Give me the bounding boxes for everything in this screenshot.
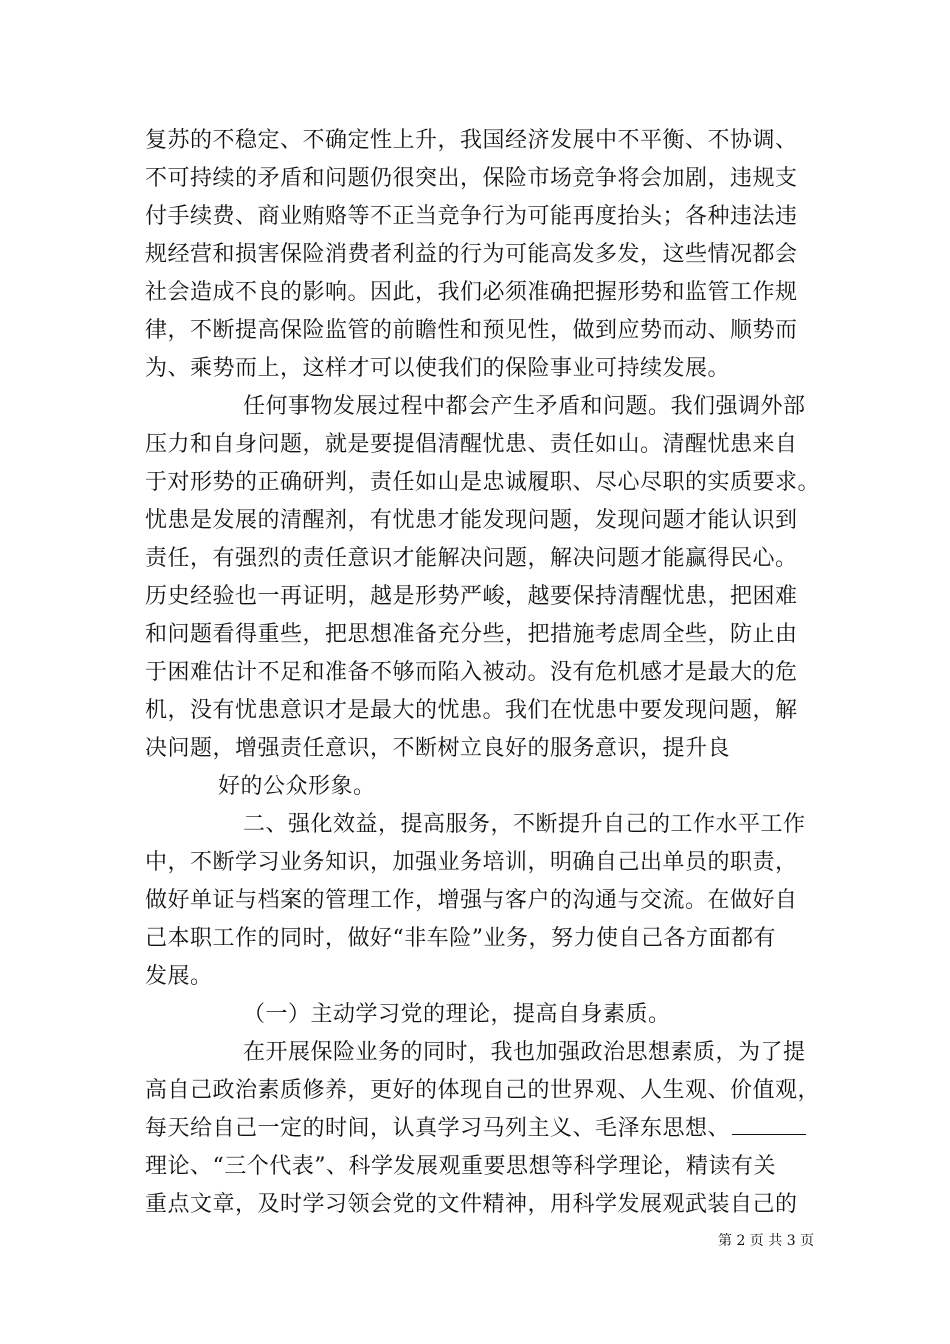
text-line: 律，不断提高保险监管的前瞻性和预见性，做到应势而动、顺势而 [145, 318, 798, 343]
text-line: 付手续费、商业贿赂等不正当竞争行为可能再度抬头；各种违法违 [145, 204, 798, 229]
text-line: 高自己政治素质修养，更好的体现自己的世界观、人生观、价值观， [145, 1078, 821, 1103]
section-heading-line: 二、强化效益，提高服务，不断提升自己的工作水平工作 [243, 812, 806, 837]
text-line: 做好单证与档案的管理工作，增强与客户的沟通与交流。在做好自 [145, 888, 798, 913]
text-line: 决问题，增强责任意识，不断树立良好的服务意识，提升良 [145, 736, 731, 761]
paragraph-start-line: 在开展保险业务的同时，我也加强政治思想素质，为了提 [243, 1040, 806, 1065]
text-line: 历史经验也一再证明，越是形势严峻，越要保持清醒忧患，把困难 [145, 584, 798, 609]
text-line: 机，没有忧患意识才是最大的忧患。我们在忧患中要发现问题，解 [145, 698, 798, 723]
text-line-with-blank [145, 1114, 806, 1144]
text-line: 规经营和损害保险消费者利益的行为可能高发多发，这些情况都会 [145, 242, 798, 267]
text-line: 发展。 [145, 964, 213, 989]
text-line: 压力和自身问题，就是要提倡清醒忧患、责任如山。清醒忧患来自 [145, 432, 798, 457]
text-line: 己本职工作的同时，做好“非车险”业务，努力使自己各方面都有 [145, 926, 776, 951]
fill-in-blank [732, 1114, 806, 1135]
text-line: 复苏的不稳定、不确定性上升，我国经济发展中不平衡、不协调、 [145, 128, 798, 153]
page-number-footer: 第 2 页 共 3 页 [718, 1233, 815, 1249]
text-segment: 每天给自己一定的时间，认真学习马列主义、毛泽东思想、 [145, 1116, 731, 1141]
text-line: 和问题看得重些，把思想准备充分些，把措施考虑周全些，防止由 [145, 622, 798, 647]
text-line: 中，不断学习业务知识，加强业务培训，明确自己出单员的职责， [145, 850, 798, 875]
text-line: 好的公众形象。 [218, 774, 376, 799]
subsection-heading-line: （一）主动学习党的理论，提高自身素质。 [243, 1002, 671, 1027]
text-line: 于对形势的正确研判，责任如山是忠诚履职、尽心尽职的实质要求。 [145, 470, 821, 495]
text-line: 为、乘势而上，这样才可以使我们的保险事业可持续发展。 [145, 356, 731, 381]
text-line: 忧患是发展的清醒剂，有忧患才能发现问题，发现问题才能认识到 [145, 508, 798, 533]
text-line: 重点文章，及时学习领会党的文件精神，用科学发展观武装自己的 [145, 1192, 798, 1217]
text-line: 于困难估计不足和准备不够而陷入被动。没有危机感才是最大的危 [145, 660, 798, 685]
text-line: 不可持续的矛盾和问题仍很突出，保险市场竞争将会加剧，违规支 [145, 166, 798, 191]
text-line: 社会造成不良的影响。因此，我们必须准确把握形势和监管工作规 [145, 280, 798, 305]
text-line: 责任，有强烈的责任意识才能解决问题，解决问题才能赢得民心。 [145, 546, 798, 571]
text-line: 理论、“三个代表”、科学发展观重要思想等科学理论，精读有关 [145, 1154, 776, 1179]
paragraph-start-line: 任何事物发展过程中都会产生矛盾和问题。我们强调外部 [243, 394, 806, 419]
